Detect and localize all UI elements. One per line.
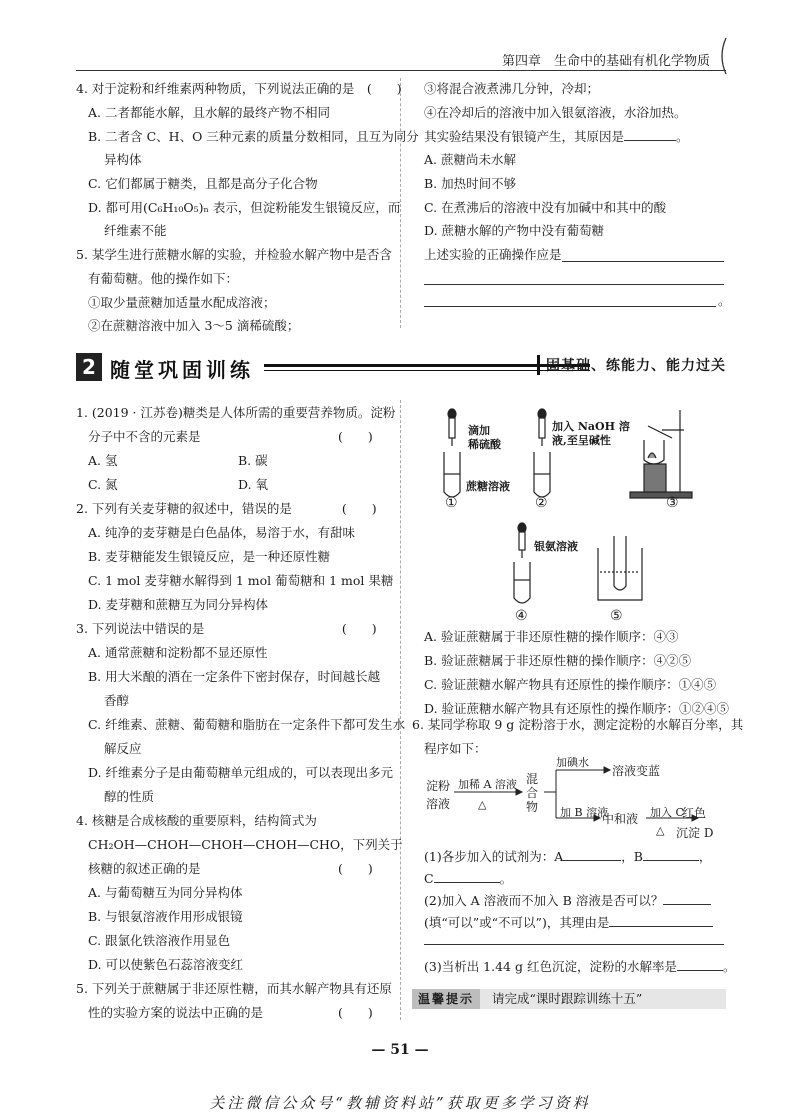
flow-blue: 溶液变蓝 (612, 764, 661, 778)
q2-option-d: D. 麦芽糖和蔗糖互为同分异构体 (88, 597, 269, 612)
q2-stem: 2. 下列有关麦芽糖的叙述中，错误的是 ( ) (76, 501, 377, 516)
q5-reason-text: 其实验结果没有银镜产生，其原因是 (424, 129, 625, 144)
q3-option-d: D. 纤维素分子是由葡萄糖单元组成的，可以表现出多元 (88, 765, 394, 780)
answer-line[interactable] (424, 284, 724, 285)
q6-stem: 6. 某同学称取 9 g 淀粉溶于水，测定淀粉的水解百分率，其 (412, 717, 744, 732)
q4-option-d-cont: 纤维素不能 (104, 223, 167, 238)
q1-option-a: A. 氢 (88, 453, 118, 468)
q6-part-2-reason: (填“可以”或“不可以”)，其理由是 (424, 915, 610, 930)
section-subtitle: 固基础、练能力、能力过关 (537, 355, 726, 375)
q6-part-1-e: 。 (499, 871, 513, 886)
section-title: 随堂巩固训练 (110, 358, 254, 382)
flow-heat-1: △ (478, 798, 487, 811)
flow-start-1: 淀粉 (426, 779, 451, 793)
q4-option-b-cont: 异构体 (104, 152, 142, 167)
answer-blank-c[interactable] (434, 870, 500, 883)
flow-mix-3: 物 (526, 800, 539, 814)
q5-correct-prompt: 上述实验的正确操作应是 (424, 247, 562, 262)
flow-red: 红色 (682, 806, 707, 820)
label-circle-2: ② (535, 495, 548, 511)
column-divider-bottom (400, 400, 401, 1020)
q6-part-1 (424, 848, 711, 866)
q6-part-3-text: (3)当析出 1.44 g 红色沉淀，淀粉的水解率是 (424, 959, 677, 974)
q2-option-b: B. 麦芽糖能发生银镜反应，是一种还原性糖 (88, 549, 331, 564)
section-number: 2 (76, 353, 102, 381)
answer-line[interactable] (424, 306, 716, 307)
q4b-formula: CH₂OH—CHOH—CHOH—CHOH—CHO，下列关于 (88, 837, 403, 852)
flow-start-2: 溶液 (426, 797, 451, 811)
answer-blank-f[interactable] (677, 958, 723, 971)
q4-option-d: D. 都可用(C₆H₁₀O₅)ₙ 表示，但淀粉能发生银镜反应，而 (88, 200, 401, 215)
q5b-option-d: D. 验证蔗糖水解产物具有还原性的操作顺序：①②④⑤ (424, 701, 730, 716)
q1-stem: 1. (2019 · 江苏卷)糖类是人体所需的重要营养物质。淀粉 (76, 405, 396, 420)
period: 。 (718, 293, 731, 308)
label-naoh: 加入 NaOH 溶 (552, 420, 630, 433)
q6-part-1-c: ， (698, 849, 712, 864)
q5-step-2: ②在蔗糖溶液中加入 3～5 滴稀硫酸； (88, 318, 300, 333)
label-circle-4: ④ (515, 608, 528, 624)
label-basic: 液,至呈碱性 (552, 434, 611, 447)
chapter-header: 第四章 生命中的基础有机化学物质 (501, 54, 710, 69)
q6-part-3 (424, 958, 735, 976)
q4b-option-d: D. 可以使紫色石蕊溶液变红 (88, 957, 244, 972)
q5b-stem-cont: 性的实验方案的说法中正确的是 ( ) (88, 1005, 373, 1020)
q3-option-b: B. 用大米酿的酒在一定条件下密封保存，时间越长越 (88, 669, 381, 684)
flow-add-b: 加 B 溶液 (560, 806, 609, 819)
q4b-option-c: C. 跟氯化铁溶液作用显色 (88, 933, 231, 948)
q6-part-2 (424, 892, 711, 910)
q5b-stem: 5. 下列关于蔗糖属于非还原性糖，而其水解产物具有还原 (76, 981, 392, 996)
q1-option-c: C. 氮 (88, 477, 118, 492)
q4-option-a: A. 二者都能水解，且水解的最终产物不相同 (88, 105, 330, 120)
q5-option-a: A. 蔗糖尚未水解 (424, 152, 516, 167)
page-number: — 51 — (371, 1042, 429, 1058)
q3-option-d-cont: 醇的性质 (104, 789, 155, 804)
q2-option-c: C. 1 mol 麦芽糖水解得到 1 mol 葡萄糖和 1 mol 果糖 (88, 573, 394, 588)
q4b-option-b: B. 与银氨溶液作用形成银镜 (88, 909, 243, 924)
flow-mix-1: 混 (526, 772, 539, 786)
label-dilute-acid: 稀硫酸 (468, 438, 501, 451)
q5b-option-a: A. 验证蔗糖属于非还原性糖的操作顺序：④③ (424, 629, 679, 644)
q6-part-1-b: ，B (621, 849, 643, 864)
q4-option-b: B. 二者含 C、H、O 三种元素的质量分数相同，且互为同分 (88, 129, 419, 144)
q5b-option-c: C. 验证蔗糖水解产物具有还原性的操作顺序：①④⑤ (424, 677, 717, 692)
answer-blank-d[interactable] (663, 892, 711, 905)
header-rule (76, 70, 726, 71)
label-circle-1: ① (445, 495, 458, 511)
q6-part-2-cont (424, 914, 713, 932)
flow-add-a: 加稀 A 溶液 (458, 778, 517, 791)
q1-option-d: D. 氧 (238, 477, 269, 492)
tip-text: 请完成“课时跟踪训练十五” (492, 991, 643, 1006)
answer-line[interactable] (424, 944, 724, 945)
q3-stem: 3. 下列说法中错误的是 ( ) (76, 621, 377, 636)
label-circle-3: ③ (666, 495, 679, 511)
q6-part-1-text: (1)各步加入的试剂为：A (424, 849, 564, 864)
answer-blank[interactable] (624, 128, 676, 141)
q3-option-b-cont: 香醇 (104, 693, 130, 708)
flow-mix-2: 合 (526, 786, 539, 800)
flow-add-iodine: 加碘水 (556, 756, 589, 769)
q5-stem: 5. 某学生进行蔗糖水解的实验，并检验水解产物中是否含 (76, 247, 392, 262)
q3-option-c-cont: 解反应 (104, 741, 142, 756)
q5-stem-cont: 有葡萄糖。他的操作如下： (88, 271, 239, 286)
q5-option-c: C. 在煮沸后的溶液中没有加碱中和其中的酸 (424, 200, 667, 215)
answer-blank-b[interactable] (643, 848, 699, 861)
q5-reason-prompt: 其实验结果没有银镜产生，其原因是 。 (424, 129, 689, 144)
label-silver-ammonia: 银氨溶液 (534, 540, 578, 553)
q4b-stem-cont: 核糖的叙述正确的是 ( ) (88, 861, 373, 876)
tip-label: 温馨提示 (412, 989, 480, 1009)
label-circle-5: ⑤ (610, 608, 623, 624)
q5-option-b: B. 加热时间不够 (424, 176, 517, 191)
q4-option-c: C. 它们都属于糖类，且都是高分子化合物 (88, 176, 318, 191)
section-banner (76, 352, 726, 382)
label-sucrose-solution: 蔗糖溶液 (466, 480, 510, 493)
flow-heat-2: △ (656, 824, 665, 837)
answer-blank-a[interactable] (563, 848, 621, 861)
q5-option-d: D. 蔗糖水解的产物中没有葡萄糖 (424, 223, 605, 238)
q6-part-3-end: 。 (722, 959, 736, 974)
flow-neutral: 中和液 (602, 812, 639, 826)
q5-step-4: ④在冷却后的溶液中加入银氨溶液，水浴加热。 (424, 105, 687, 120)
q5-step-3: ③将混合液煮沸几分钟，冷却； (424, 81, 600, 96)
tip-box (412, 989, 726, 1009)
q6-part-1-d: C (424, 871, 434, 886)
q5b-option-b: B. 验证蔗糖属于非还原性糖的操作顺序：④②⑤ (424, 653, 692, 668)
q4-stem: 4. 对于淀粉和纤维素两种物质，下列说法正确的是 ( ) (76, 81, 402, 96)
answer-line[interactable] (562, 261, 724, 262)
q2-option-a: A. 纯净的麦芽糖是白色晶体，易溶于水，有甜味 (88, 525, 355, 540)
q3-option-c: C. 纤维素、蔗糖、葡萄糖和脂肪在一定条件下都可发生水 (88, 717, 406, 732)
q4b-stem: 4. 核糖是合成核酸的重要原料，结构简式为 (76, 813, 317, 828)
answer-blank-e[interactable] (609, 914, 713, 927)
q6-part-2-text: (2)加入 A 溶液而不加入 B 溶液是否可以？ (424, 893, 664, 908)
flow-add-c: 加入 C (650, 806, 684, 819)
q3-option-a: A. 通常蔗糖和淀粉都不显还原性 (88, 645, 268, 660)
q1-stem-cont: 分子中不含的元素是 ( ) (88, 429, 373, 444)
flow-ppt: 沉淀 D (676, 826, 714, 840)
q1-option-b: B. 碳 (238, 453, 268, 468)
footer-note: 关注微信公众号“教辅资料站”获取更多学习资料 (209, 1094, 591, 1112)
q6-part-1-cont (424, 870, 512, 888)
label-add: 滴加 (468, 424, 490, 437)
q4b-option-a: A. 与葡萄糖互为同分异构体 (88, 885, 243, 900)
q5-step-1: ①取少量蔗糖加适量水配成溶液； (88, 295, 276, 310)
q6-stem-cont: 程序如下： (424, 741, 487, 756)
